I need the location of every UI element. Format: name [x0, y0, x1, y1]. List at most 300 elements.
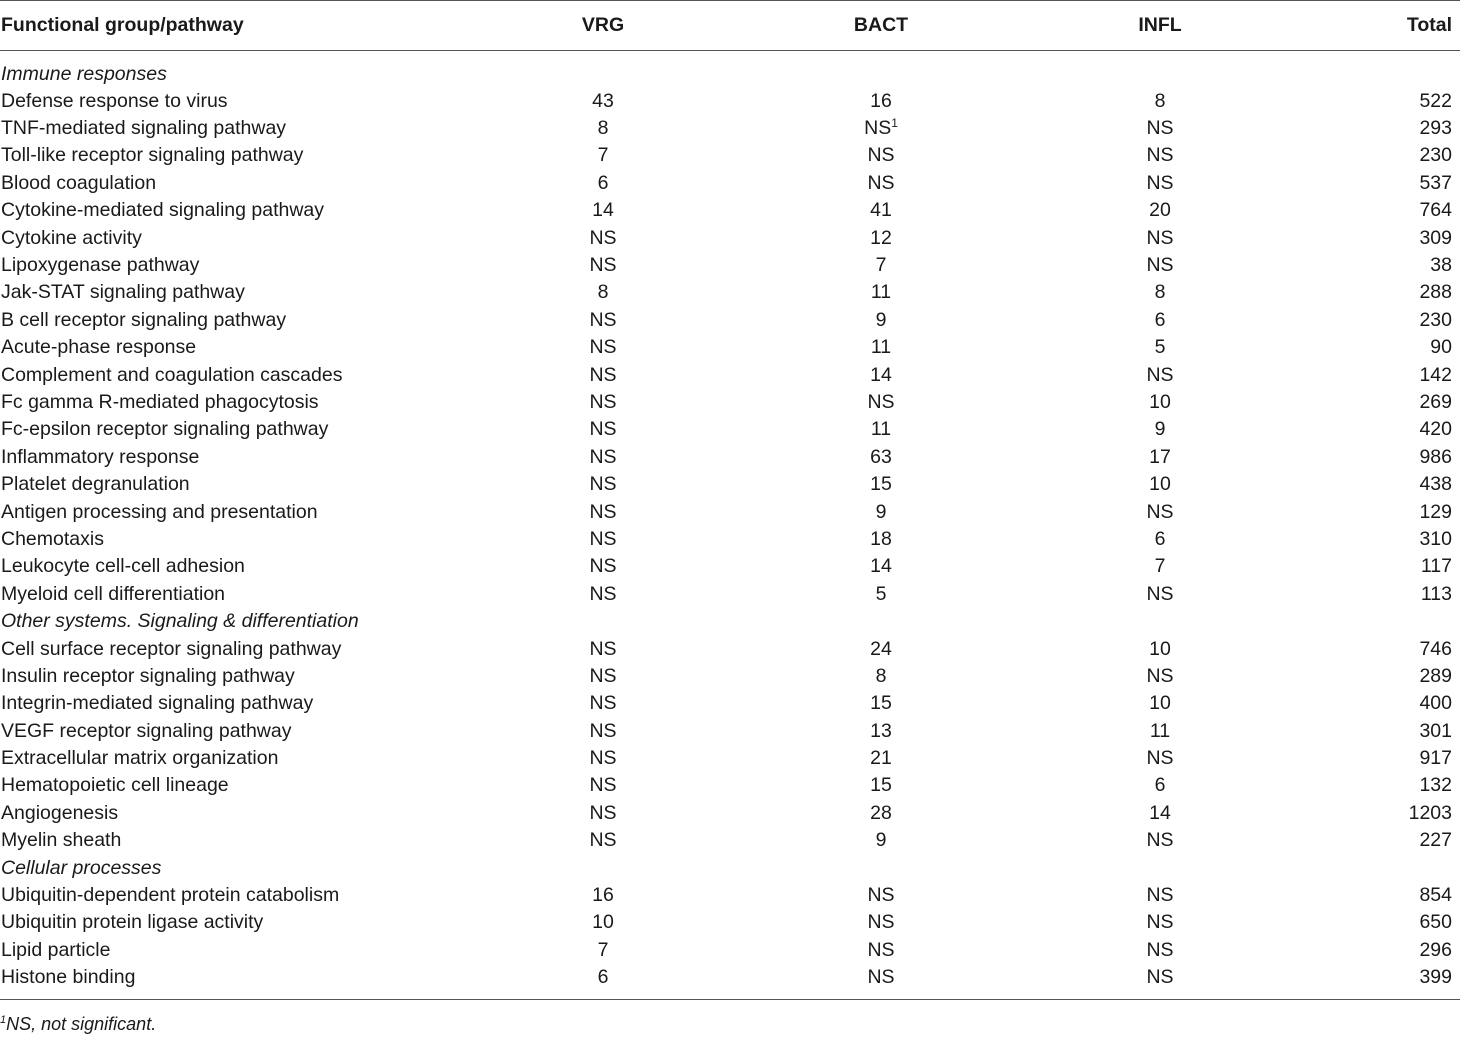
bact-cell-value: NS [864, 117, 892, 140]
bact-cell-value: 14 [870, 555, 892, 578]
section-header-row [0, 51, 1460, 88]
bact-cell [706, 252, 1056, 279]
pathway-name-cell [0, 416, 500, 443]
bact-cell-value: 24 [870, 637, 892, 660]
vrg-cell-value: 16 [592, 884, 614, 907]
table-row [0, 170, 1460, 197]
total-cell [1264, 498, 1460, 525]
total-cell-value: 90 [1430, 336, 1452, 359]
pathway-name-cell-value: VEGF receptor signaling pathway [1, 719, 292, 742]
infl-cell-value: NS [1146, 117, 1174, 140]
vrg-cell [500, 334, 706, 361]
total-cell [1264, 279, 1460, 306]
bact-cell [706, 553, 1056, 580]
total-cell [1264, 334, 1460, 361]
table-row [0, 444, 1460, 471]
pathway-name-cell-value: Platelet degranulation [1, 473, 190, 496]
vrg-cell-value: 7 [597, 144, 609, 167]
header-total: Total [1264, 1, 1460, 51]
infl-cell [1056, 909, 1264, 936]
pathway-name-cell-value: Blood coagulation [1, 171, 157, 194]
bact-cell [706, 690, 1056, 717]
pathway-name-cell-value: Chemotaxis [1, 527, 104, 550]
total-cell-value: 117 [1420, 555, 1452, 578]
pathway-name-cell [0, 307, 500, 334]
footnote-text: NS, not significant. [6, 1014, 157, 1034]
table-row [0, 334, 1460, 361]
vrg-cell [500, 224, 706, 251]
bact-cell-value: 16 [870, 89, 892, 112]
vrg-cell-value: NS [589, 336, 617, 359]
vrg-cell [500, 389, 706, 416]
total-cell [1264, 307, 1460, 334]
vrg-cell-value: NS [589, 527, 617, 550]
pathway-name-cell-value: Lipoxygenase pathway [1, 254, 200, 277]
total-cell-value: 230 [1419, 308, 1452, 331]
pathway-name-cell-value: B cell receptor signaling pathway [1, 308, 287, 331]
total-cell [1264, 224, 1460, 251]
header-bact: BACT [706, 1, 1056, 51]
total-cell-value: 746 [1419, 637, 1452, 660]
bact-cell-value: NS [867, 171, 895, 194]
pathway-name-cell [0, 772, 500, 799]
table-row [0, 115, 1460, 142]
vrg-cell [500, 882, 706, 909]
pathway-name-cell-value: Acute-phase response [1, 336, 197, 359]
vrg-cell-value: 43 [592, 89, 614, 112]
bact-cell [706, 964, 1056, 999]
bact-cell [706, 663, 1056, 690]
pathway-name-cell [0, 115, 500, 142]
pathway-name-cell [0, 827, 500, 854]
vrg-cell-value: NS [589, 719, 617, 742]
table-row [0, 635, 1460, 662]
total-cell [1264, 444, 1460, 471]
table-row [0, 307, 1460, 334]
bact-cell [706, 444, 1056, 471]
table-row [0, 498, 1460, 525]
pathway-name-cell-value: Fc gamma R-mediated phagocytosis [1, 390, 319, 413]
pathway-name-cell-value: Fc-epsilon receptor signaling pathway [1, 418, 329, 441]
bact-cell-value: 63 [870, 445, 892, 468]
pathway-name-cell-value: Cytokine-mediated signaling pathway [1, 199, 325, 222]
pathway-name-cell [0, 690, 500, 717]
bact-cell [706, 115, 1056, 142]
vrg-cell [500, 909, 706, 936]
pathway-name-cell-value: Cell surface receptor signaling pathway [1, 637, 342, 660]
vrg-cell-value: NS [589, 445, 617, 468]
bact-cell [706, 307, 1056, 334]
total-cell-value: 296 [1419, 938, 1452, 961]
bact-cell [706, 197, 1056, 224]
table-row [0, 389, 1460, 416]
infl-cell [1056, 800, 1264, 827]
total-cell-value: 854 [1419, 884, 1452, 907]
table-row [0, 361, 1460, 388]
bact-cell-value: 41 [870, 199, 892, 222]
total-cell [1264, 115, 1460, 142]
table-header-row [0, 1, 1460, 51]
table-row [0, 964, 1460, 999]
infl-cell-value: 8 [1154, 281, 1166, 304]
vrg-cell [500, 498, 706, 525]
vrg-cell-value: 8 [597, 281, 609, 304]
total-cell [1264, 663, 1460, 690]
infl-cell-value: 17 [1149, 445, 1171, 468]
infl-cell-value: 11 [1149, 719, 1171, 742]
infl-cell-value: NS [1146, 144, 1174, 167]
infl-cell-value: NS [1146, 363, 1174, 386]
total-cell [1264, 361, 1460, 388]
vrg-cell-value: NS [589, 664, 617, 687]
vrg-cell [500, 964, 706, 999]
bact-cell-value: NS [867, 144, 895, 167]
total-cell [1264, 964, 1460, 999]
total-cell-value: 288 [1419, 281, 1452, 304]
table-row [0, 279, 1460, 306]
bact-cell [706, 224, 1056, 251]
bact-cell-value: NS [867, 938, 895, 961]
total-cell [1264, 416, 1460, 443]
vrg-cell-value: 8 [597, 117, 609, 140]
bact-cell [706, 937, 1056, 964]
pathway-name-cell [0, 882, 500, 909]
infl-cell-value: 5 [1154, 336, 1166, 359]
infl-cell-value: 10 [1149, 390, 1171, 413]
pathway-name-cell [0, 909, 500, 936]
bact-cell [706, 88, 1056, 115]
pathway-name-cell-value: Lipid particle [1, 938, 111, 961]
total-cell-value: 289 [1419, 664, 1452, 687]
infl-cell [1056, 142, 1264, 169]
pathway-name-cell [0, 717, 500, 744]
total-cell [1264, 142, 1460, 169]
pathway-name-cell [0, 224, 500, 251]
total-cell-value: 269 [1419, 390, 1452, 413]
total-cell [1264, 252, 1460, 279]
total-cell-value: 227 [1419, 829, 1452, 852]
bact-cell [706, 389, 1056, 416]
total-cell [1264, 389, 1460, 416]
section-label: Immune responses [1, 62, 167, 85]
pathway-name-cell-value: Inflammatory response [1, 445, 200, 468]
bact-cell-value: NS [867, 911, 895, 934]
vrg-cell-value: NS [589, 418, 617, 441]
pathway-name-cell [0, 800, 500, 827]
table-footnote [0, 1014, 156, 1035]
infl-cell [1056, 581, 1264, 608]
infl-cell-value: NS [1146, 582, 1174, 605]
table-row [0, 882, 1460, 909]
vrg-cell [500, 444, 706, 471]
pathway-name-cell [0, 471, 500, 498]
infl-cell-value: NS [1146, 664, 1174, 687]
infl-cell [1056, 471, 1264, 498]
pathway-name-cell [0, 142, 500, 169]
total-cell-value: 764 [1419, 199, 1452, 222]
bact-cell [706, 526, 1056, 553]
bact-cell-value: 8 [875, 664, 887, 687]
pathway-name-cell [0, 279, 500, 306]
pathway-name-cell [0, 252, 500, 279]
bact-cell [706, 498, 1056, 525]
bact-cell [706, 635, 1056, 662]
infl-cell [1056, 717, 1264, 744]
table-row [0, 224, 1460, 251]
total-cell [1264, 635, 1460, 662]
table-row [0, 88, 1460, 115]
total-cell [1264, 197, 1460, 224]
infl-cell [1056, 334, 1264, 361]
infl-cell-value: 8 [1154, 89, 1166, 112]
bact-cell [706, 745, 1056, 772]
total-cell-value: 301 [1419, 719, 1452, 742]
vrg-cell [500, 690, 706, 717]
infl-cell [1056, 224, 1264, 251]
bact-cell [706, 170, 1056, 197]
bact-cell [706, 717, 1056, 744]
bact-cell-value: 11 [870, 336, 892, 359]
infl-cell-value: NS [1146, 911, 1174, 934]
pathway-name-cell-value: Toll-like receptor signaling pathway [1, 144, 304, 167]
pathway-name-cell-value: Complement and coagulation cascades [1, 363, 343, 386]
infl-cell [1056, 252, 1264, 279]
infl-cell-value: NS [1146, 884, 1174, 907]
total-cell-value: 438 [1419, 473, 1452, 496]
infl-cell [1056, 772, 1264, 799]
bact-cell [706, 581, 1056, 608]
total-cell [1264, 882, 1460, 909]
infl-cell-value: 10 [1149, 692, 1171, 715]
vrg-cell-value: NS [589, 801, 617, 824]
pathway-name-cell-value: Cytokine activity [1, 226, 142, 249]
pathway-name-cell-value: Defense response to virus [1, 89, 228, 112]
infl-cell [1056, 663, 1264, 690]
pathway-name-cell-value: Hematopoietic cell lineage [1, 774, 229, 797]
total-cell [1264, 690, 1460, 717]
total-cell [1264, 88, 1460, 115]
infl-cell [1056, 827, 1264, 854]
bact-cell-value: 11 [870, 281, 892, 304]
pathway-name-cell [0, 444, 500, 471]
infl-cell-value: 20 [1149, 199, 1171, 222]
section-header-row [0, 854, 1460, 881]
infl-cell-value: NS [1146, 965, 1174, 988]
infl-cell [1056, 361, 1264, 388]
infl-cell [1056, 444, 1264, 471]
vrg-cell [500, 772, 706, 799]
total-cell [1264, 772, 1460, 799]
total-cell-value: 522 [1419, 89, 1452, 112]
pathway-name-cell [0, 88, 500, 115]
infl-cell-value: NS [1146, 500, 1174, 523]
bact-cell [706, 772, 1056, 799]
vrg-cell-value: NS [589, 637, 617, 660]
pathway-name-cell-value: Myelin sheath [1, 829, 122, 852]
total-cell [1264, 937, 1460, 964]
vrg-cell [500, 361, 706, 388]
infl-cell-value: NS [1146, 254, 1174, 277]
pathway-name-cell-value: Antigen processing and presentation [1, 500, 318, 523]
vrg-cell [500, 416, 706, 443]
vrg-cell-value: 14 [592, 199, 614, 222]
section-label: Other systems. Signaling & differentiation [1, 610, 359, 633]
pathway-name-cell [0, 526, 500, 553]
bact-cell-value: 13 [870, 719, 892, 742]
total-cell [1264, 745, 1460, 772]
total-cell-value: 650 [1419, 911, 1452, 934]
total-cell-value: 537 [1419, 171, 1452, 194]
total-cell-value: 420 [1419, 418, 1452, 441]
pathway-name-cell-value: Integrin-mediated signaling pathway [1, 692, 314, 715]
pathway-name-cell [0, 361, 500, 388]
section-header-row [0, 608, 1460, 635]
bact-cell [706, 279, 1056, 306]
infl-cell-value: 7 [1154, 555, 1166, 578]
vrg-cell [500, 553, 706, 580]
infl-cell [1056, 416, 1264, 443]
total-cell [1264, 827, 1460, 854]
vrg-cell-value: NS [589, 226, 617, 249]
infl-cell [1056, 389, 1264, 416]
vrg-cell-value: NS [589, 308, 617, 331]
bact-cell-value: 21 [870, 747, 892, 770]
infl-cell [1056, 745, 1264, 772]
pathway-name-cell-value: Histone binding [1, 965, 136, 988]
vrg-cell [500, 471, 706, 498]
infl-cell-value: 9 [1154, 418, 1166, 441]
table-row [0, 909, 1460, 936]
pathway-name-cell [0, 745, 500, 772]
bact-cell-value: 15 [870, 774, 892, 797]
infl-cell [1056, 964, 1264, 999]
table-row [0, 800, 1460, 827]
vrg-cell [500, 88, 706, 115]
vrg-cell [500, 635, 706, 662]
vrg-cell [500, 142, 706, 169]
infl-cell [1056, 882, 1264, 909]
table-row [0, 827, 1460, 854]
bact-cell [706, 334, 1056, 361]
vrg-cell [500, 827, 706, 854]
bact-cell-value: 18 [870, 527, 892, 550]
bact-cell-value: 15 [870, 473, 892, 496]
infl-cell-value: 6 [1154, 527, 1166, 550]
vrg-cell [500, 663, 706, 690]
pathway-name-cell-value: TNF-mediated signaling pathway [1, 117, 287, 140]
table-row [0, 717, 1460, 744]
vrg-cell [500, 115, 706, 142]
header-functional-group: Functional group/pathway [0, 1, 500, 51]
infl-cell [1056, 937, 1264, 964]
infl-cell [1056, 88, 1264, 115]
infl-cell-value: 6 [1154, 774, 1166, 797]
table-body [0, 51, 1460, 1000]
infl-cell-value: NS [1146, 171, 1174, 194]
table-row [0, 581, 1460, 608]
vrg-cell-value: 6 [597, 965, 609, 988]
header-vrg: VRG [500, 1, 706, 51]
pathway-name-cell [0, 334, 500, 361]
vrg-cell-value: NS [589, 829, 617, 852]
total-cell [1264, 170, 1460, 197]
infl-cell [1056, 498, 1264, 525]
table-row [0, 526, 1460, 553]
infl-cell-value: 6 [1154, 308, 1166, 331]
bact-cell-value: 9 [875, 500, 887, 523]
bact-cell-value: 14 [870, 363, 892, 386]
table-row [0, 252, 1460, 279]
infl-cell [1056, 690, 1264, 717]
vrg-cell-value: 7 [597, 938, 609, 961]
total-cell-value: 132 [1419, 774, 1452, 797]
vrg-cell-value: NS [589, 473, 617, 496]
infl-cell [1056, 526, 1264, 553]
infl-cell-value: NS [1146, 829, 1174, 852]
vrg-cell-value: NS [589, 774, 617, 797]
bact-cell-value: 15 [870, 692, 892, 715]
total-cell [1264, 581, 1460, 608]
total-cell-value: 986 [1419, 445, 1452, 468]
total-cell-value: 113 [1420, 582, 1452, 605]
bact-cell [706, 361, 1056, 388]
vrg-cell-value: NS [589, 363, 617, 386]
bact-cell-value: NS [867, 884, 895, 907]
total-cell-value: 38 [1430, 254, 1452, 277]
infl-cell-value: 10 [1149, 473, 1171, 496]
total-cell [1264, 471, 1460, 498]
vrg-cell [500, 745, 706, 772]
infl-cell-value: NS [1146, 226, 1174, 249]
footnote-marker: 1 [0, 1014, 7, 1026]
infl-cell-value: 10 [1149, 637, 1171, 660]
pathway-name-cell-value: Ubiquitin protein ligase activity [1, 911, 264, 934]
bact-cell-value: 7 [875, 254, 887, 277]
bact-cell-value: NS [867, 965, 895, 988]
vrg-cell [500, 252, 706, 279]
total-cell-value: 129 [1419, 500, 1452, 523]
table-row [0, 663, 1460, 690]
vrg-cell-value: NS [589, 692, 617, 715]
vrg-cell-value: NS [589, 582, 617, 605]
total-cell-value: 309 [1419, 226, 1452, 249]
pathway-name-cell [0, 498, 500, 525]
bact-cell-value: 9 [875, 829, 887, 852]
vrg-cell-value: NS [589, 390, 617, 413]
infl-cell-value: NS [1146, 747, 1174, 770]
pathway-name-cell [0, 553, 500, 580]
pathway-name-cell [0, 663, 500, 690]
bact-cell [706, 416, 1056, 443]
pathway-name-cell [0, 197, 500, 224]
table-row [0, 416, 1460, 443]
vrg-cell [500, 307, 706, 334]
total-cell-value: 310 [1419, 527, 1452, 550]
table-row [0, 553, 1460, 580]
vrg-cell-value: NS [589, 254, 617, 277]
pathway-name-cell [0, 937, 500, 964]
table-row [0, 142, 1460, 169]
vrg-cell [500, 197, 706, 224]
total-cell-value: 1203 [1408, 801, 1452, 824]
total-cell-value: 917 [1419, 747, 1452, 770]
bact-cell-value: 9 [875, 308, 887, 331]
vrg-cell-value: 6 [597, 171, 609, 194]
bact-cell-value: 5 [875, 582, 887, 605]
pathway-name-cell-value: Jak-STAT signaling pathway [1, 281, 245, 304]
pathway-name-cell-value: Ubiquitin-dependent protein catabolism [1, 884, 340, 907]
pathway-name-cell-value: Angiogenesis [1, 801, 119, 824]
